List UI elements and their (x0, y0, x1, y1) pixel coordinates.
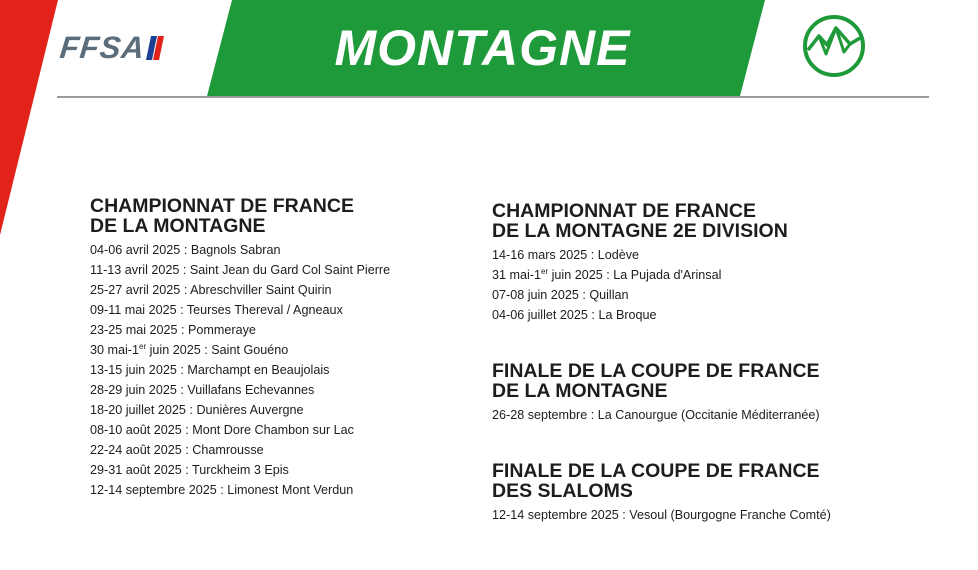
list-item: 04-06 juillet 2025 : La Broque (492, 308, 657, 322)
section-title-line: DE LA MONTAGNE 2E DIVISION (492, 220, 788, 242)
section-title-line: FINALE DE LA COUPE DE FRANCE (492, 460, 820, 482)
section-title-line: FINALE DE LA COUPE DE FRANCE (492, 360, 820, 382)
section-title-line: DE LA MONTAGNE (492, 380, 668, 402)
event-list (492, 405, 820, 425)
list-item: 11-13 avril 2025 : Saint Jean du Gard Col Saint Pierre (90, 263, 391, 277)
red-diagonal-stripe (0, 0, 60, 240)
section-title (492, 201, 788, 241)
list-item: 07-08 juin 2025 : Quillan (492, 288, 629, 302)
section-championnat-montagne (90, 196, 390, 500)
section-title (90, 196, 390, 236)
list-item: 09-11 mai 2025 : Teurses Thereval / Agneaux (90, 303, 343, 317)
ffsa-logo (60, 30, 164, 66)
list-item: 13-15 juin 2025 : Marchampt en Beaujolais (90, 363, 330, 377)
logo-text: FFSA (58, 30, 147, 65)
list-item: 26-28 septembre : La Canourgue (Occitanie Méditerranée) (492, 408, 820, 422)
page-title: MONTAGNE (334, 20, 631, 76)
list-item: 22-24 août 2025 : Chamrousse (90, 443, 264, 457)
section-finale-coupe-slaloms (492, 461, 831, 525)
event-list (90, 240, 390, 500)
list-item: 04-06 avril 2025 : Bagnols Sabran (90, 243, 281, 257)
list-item: 25-27 avril 2025 : Abreschviller Saint Quirin (90, 283, 332, 297)
list-item: 28-29 juin 2025 : Vuillafans Echevannes (90, 383, 315, 397)
section-title-line: CHAMPIONNAT DE FRANCE (492, 200, 756, 222)
event-list (492, 245, 788, 325)
list-item: 23-25 mai 2025 : Pommeraye (90, 323, 256, 337)
list-item: 31 mai-1er juin 2025 : La Pujada d'Arinsal (492, 266, 722, 282)
list-item: 29-31 août 2025 : Turckheim 3 Epis (90, 463, 289, 477)
list-item: 12-14 septembre 2025 : Vesoul (Bourgogne Franche Comté) (492, 508, 831, 522)
event-list (492, 505, 831, 525)
section-championnat-2e-division (492, 201, 788, 325)
ffsa-flag-icon (146, 36, 164, 60)
section-finale-coupe-montagne (492, 361, 820, 425)
list-item: 12-14 septembre 2025 : Limonest Mont Verdun (90, 483, 354, 497)
header-divider (57, 96, 929, 98)
section-title (492, 461, 831, 501)
section-title-line: DES SLALOMS (492, 480, 633, 502)
section-title-line: CHAMPIONNAT DE FRANCE (90, 195, 354, 217)
list-item: 14-16 mars 2025 : Lodève (492, 248, 640, 262)
list-item: 08-10 août 2025 : Mont Dore Chambon sur Lac (90, 423, 354, 437)
list-item: 18-20 juillet 2025 : Dunières Auvergne (90, 403, 304, 417)
mountain-badge-icon (802, 14, 866, 78)
list-item: 30 mai-1er juin 2025 : Saint Gouéno (90, 341, 289, 357)
section-title-line: DE LA MONTAGNE (90, 215, 266, 237)
section-title (492, 361, 820, 401)
